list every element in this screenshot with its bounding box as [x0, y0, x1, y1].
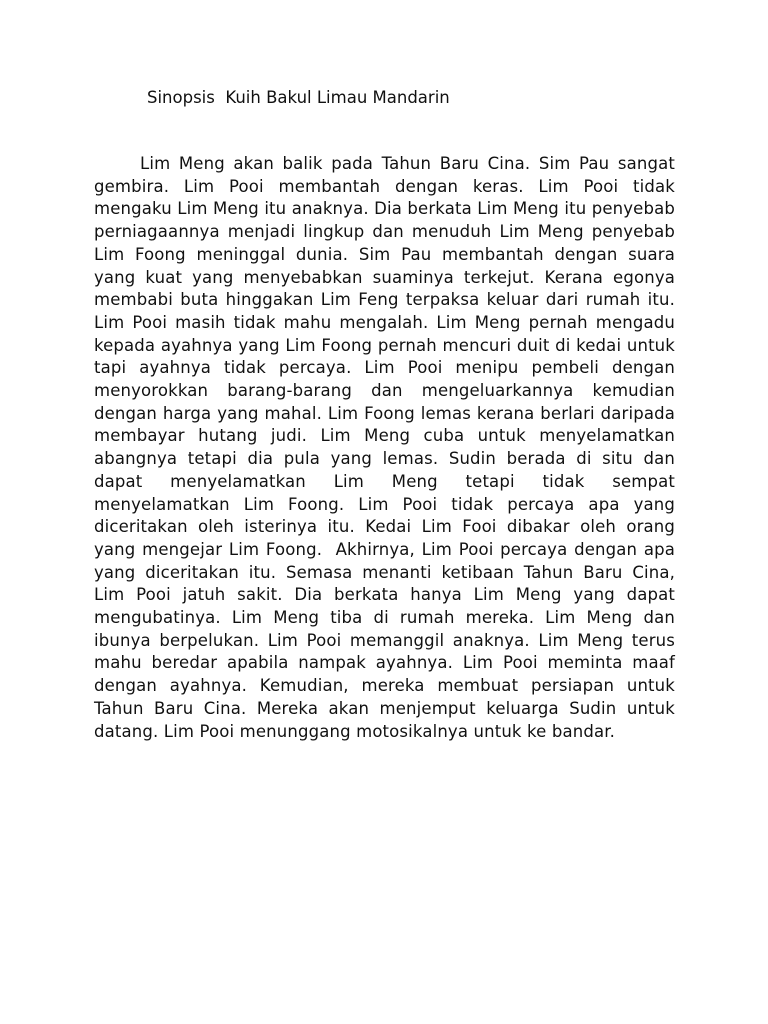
document-title: Sinopsis Kuih Bakul Limau Mandarin — [147, 88, 450, 107]
synopsis-paragraph: Lim Meng akan balik pada Tahun Baru Cina. Sim Pau sangat gembira. Lim Pooi membantah dengan keras. Lim Pooi tidak mengaku Lim Meng itu anaknya. Dia berkata Lim Meng itu penyebab perniagaannya menjadi lingkup dan menuduh Lim Meng penyebab Lim Foong meninggal dunia. Sim Pau membantah dengan suara yang kuat yang menyebabkan suaminya terkejut. Kerana egonya membabi buta hinggakan Lim Feng terpaksa keluar dari rumah itu. Lim Pooi masih tidak mahu mengalah. Lim Meng pernah mengadu kepada ayahnya yang Lim Foong pernah mencuri duit di kedai untuk tapi ayahnya tidak percaya. Lim Pooi menipu pembeli dengan menyorokkan barang-barang dan mengeluarkannya kemudian dengan harga yang mahal. Lim Foong lemas kerana berlari daripada membayar hutang judi. Lim Meng cuba untuk menyelamatkan abangnya tetapi dia pula yang lemas. Sudin berada di situ dan dapat menyelamatkan Lim Meng tetapi tidak sempat menyelamatkan Lim Foong. Lim Pooi tidak percaya apa yang diceritakan oleh isterinya itu. Kedai Lim Fooi dibakar oleh orang yang mengejar Lim Foong. Akhirnya, Lim Pooi percaya dengan apa yang diceritakan itu. Semasa menanti ketibaan Tahun Baru Cina, Lim Pooi jatuh sakit. Dia berkata hanya Lim Meng yang dapat mengubatinya. Lim Meng tiba di rumah mereka. Lim Meng dan ibunya berpelukan. Lim Pooi memanggil anaknya. Lim Meng terus mahu beredar apabila nampak ayahnya. Lim Pooi meminta maaf dengan ayahnya. Kemudian, mereka membuat persiapan untuk Tahun Baru Cina. Mereka akan menjemput keluarga Sudin untuk datang. Lim Pooi menunggang motosikalnya untuk ke bandar. — [94, 154, 686, 741]
